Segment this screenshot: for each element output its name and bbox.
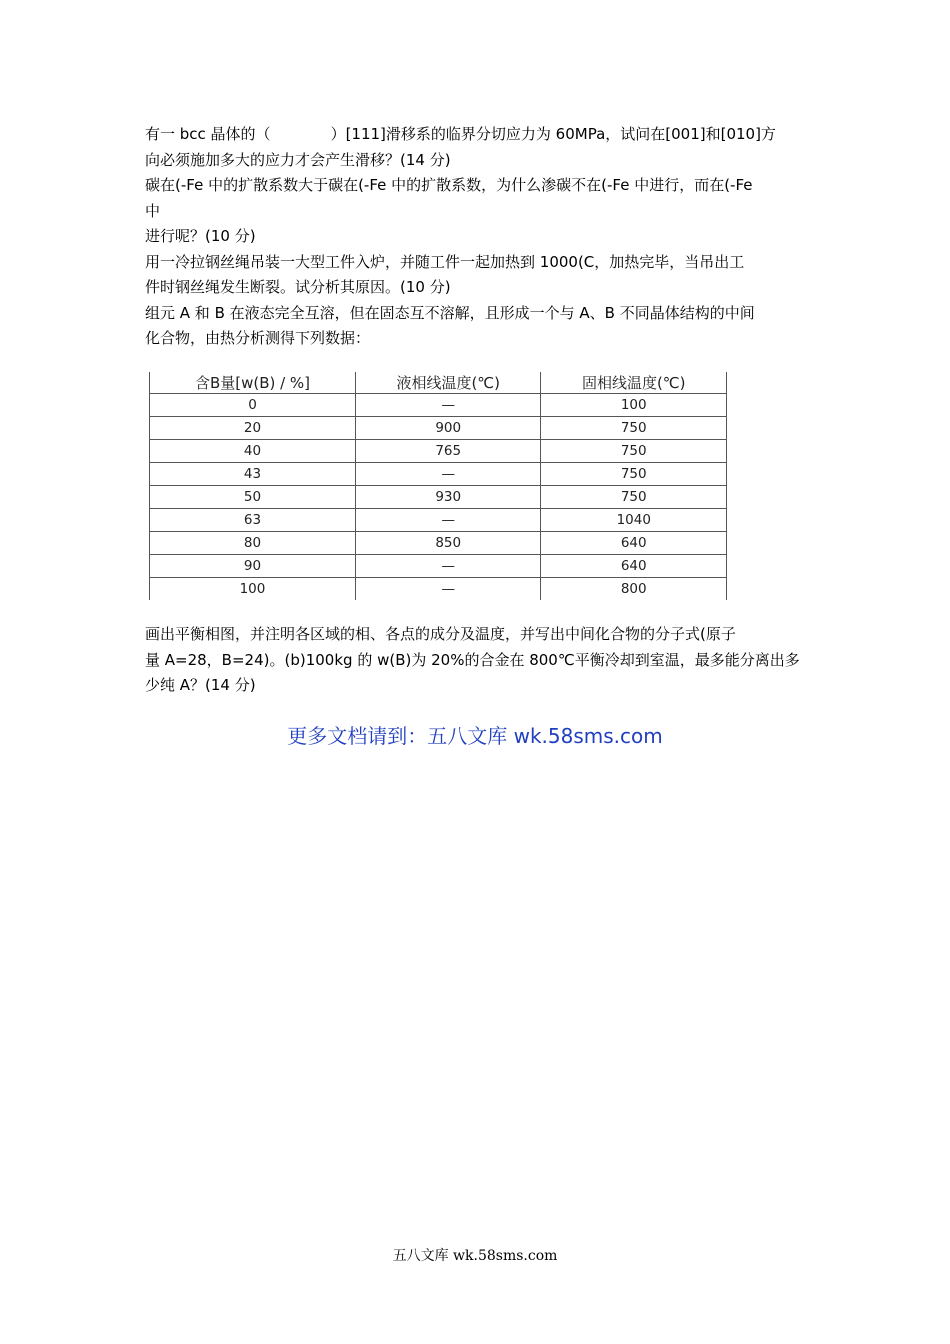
header-solidus: 固相线温度(℃) (541, 372, 727, 394)
cell-b: 40 (150, 440, 356, 463)
question-2-line-1: 碳在(-Fe 中的扩散系数大于碳在(-Fe 中的扩散系数，为什么渗碳不在(-Fe 中进行，而在(-Fe (145, 176, 753, 194)
table-row (150, 463, 727, 486)
question-3-line-1: 用一冷拉钢丝绳吊装一大型工件入炉，并随工件一起加热到 1000(C，加热完毕，当吊出工 (145, 252, 745, 271)
table-row (150, 394, 727, 417)
question-4-line-1: 组元 A 和 B 在液态完全互溶，但在固态互不溶解，且形成一个与 A、B 不同晶体结构的中间 (145, 303, 755, 322)
promo-link[interactable]: 更多文档请到：五八文库 wk.58sms.com (287, 724, 663, 748)
question-3-line-2: 件时钢丝绳发生断裂。试分析其原因。(10 分) (145, 278, 451, 296)
cell-liquidus: 900 (355, 417, 541, 440)
cell-solidus: 750 (541, 463, 727, 486)
question-1-part-b: ）[111]滑移系的临界分切应力为 60MPa，试问在[001]和[010]方 (330, 125, 776, 143)
table-row (150, 440, 727, 463)
cell-b: 63 (150, 509, 356, 532)
cell-solidus: 100 (541, 394, 727, 417)
cell-b: 20 (150, 417, 356, 440)
question-2-line-3: 进行呢？(10 分) (145, 227, 256, 245)
cell-solidus: 640 (541, 555, 727, 578)
cell-solidus: 750 (541, 486, 727, 509)
cell-solidus: 1040 (541, 509, 727, 532)
question-4-tasks (145, 622, 807, 699)
cell-b: 100 (150, 578, 356, 601)
cell-b: 43 (150, 463, 356, 486)
cell-solidus: 750 (541, 417, 727, 440)
cell-solidus: 750 (541, 440, 727, 463)
question-1-part-a: 有一 bcc 晶体的（ (145, 125, 271, 143)
cell-liquidus: — (355, 509, 541, 532)
tasks-line-3: 少纯 A？(14 分) (145, 676, 256, 694)
table-header-row (150, 372, 727, 394)
table-row (150, 509, 727, 532)
cell-solidus: 800 (541, 578, 727, 601)
tasks-line-1: 画出平衡相图，并注明各区域的相、各点的成分及温度，并写出中间化合物的分子式(原子 (145, 625, 736, 643)
cell-b: 80 (150, 532, 356, 555)
questions-block (145, 122, 807, 352)
cell-liquidus: 930 (355, 486, 541, 509)
table-row (150, 555, 727, 578)
table-row (150, 578, 727, 601)
question-4 (145, 301, 807, 352)
question-2-line-2: 中 (145, 201, 161, 220)
cell-liquidus: 765 (355, 440, 541, 463)
cell-liquidus: — (355, 394, 541, 417)
tasks-line-2: 量 A=28，B=24)。(b)100kg 的 w(B)为 20%的合金在 800℃平衡冷却到室温，最多能分离出多 (145, 650, 800, 669)
table-row (150, 486, 727, 509)
question-4-line-2: 化合物，由热分析测得下列数据： (145, 329, 371, 347)
question-2 (145, 173, 807, 250)
table-row (150, 417, 727, 440)
cell-liquidus: 850 (355, 532, 541, 555)
cell-solidus: 640 (541, 532, 727, 555)
cell-liquidus: — (355, 578, 541, 601)
header-b-content: 含B量[w(B) / %] (150, 372, 356, 394)
header-liquidus: 液相线温度(℃) (355, 372, 541, 394)
cell-liquidus: — (355, 555, 541, 578)
cell-b: 90 (150, 555, 356, 578)
question-3 (145, 250, 807, 301)
thermal-analysis-table (149, 372, 727, 600)
table-row (150, 532, 727, 555)
cell-b: 50 (150, 486, 356, 509)
question-1 (145, 122, 807, 173)
cell-liquidus: — (355, 463, 541, 486)
cell-b: 0 (150, 394, 356, 417)
question-1-part-c: 向必须施加多大的应力才会产生滑移？(14 分) (145, 150, 451, 169)
page-footer: 五八文库 wk.58sms.com (392, 1248, 558, 1264)
